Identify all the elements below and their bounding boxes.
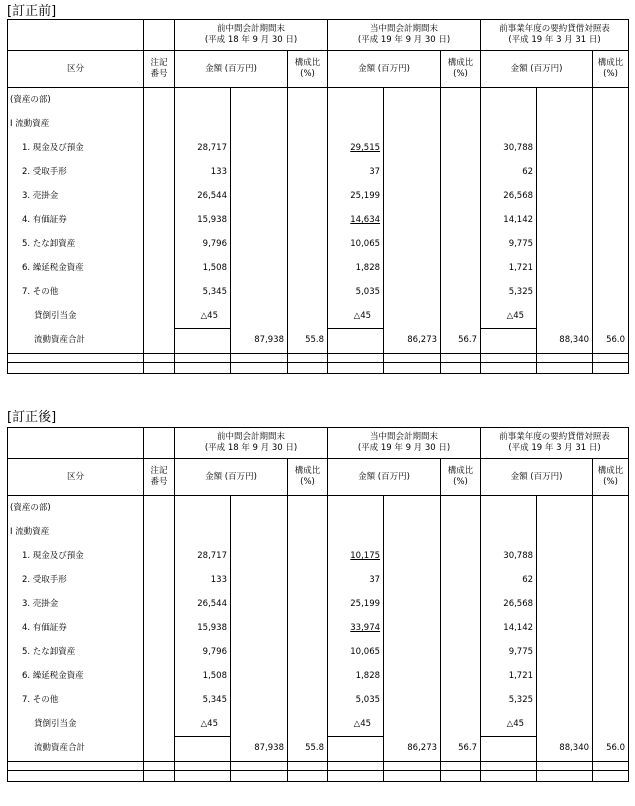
ratio-header: 構成比 (%) bbox=[441, 459, 481, 496]
correction-after-section bbox=[0, 406, 635, 806]
table-row bbox=[8, 280, 629, 304]
row-label: 4. 有価証券 bbox=[8, 616, 144, 640]
table-row bbox=[8, 544, 629, 568]
value-prev-interim: 133 bbox=[175, 568, 231, 592]
table-row bbox=[8, 136, 629, 160]
table-row bbox=[8, 304, 629, 329]
ratio-prev-interim: 55.8 bbox=[288, 329, 328, 354]
table-row bbox=[8, 256, 629, 280]
table-row bbox=[8, 592, 629, 616]
value-prev-interim: 1,508 bbox=[175, 664, 231, 688]
total-current-interim: 86,273 bbox=[384, 737, 441, 762]
row-label: 6. 繰延税金資産 bbox=[8, 256, 144, 280]
ratio-header: 構成比 (%) bbox=[593, 459, 629, 496]
table-row bbox=[8, 688, 629, 712]
value-current-interim: 1,828 bbox=[328, 664, 384, 688]
table-row bbox=[8, 520, 629, 544]
value-prev-interim: △45 bbox=[175, 304, 231, 329]
row-label: (資産の部) bbox=[8, 88, 144, 113]
value-current-interim: 25,199 bbox=[328, 592, 384, 616]
value-prev-fiscal-year: 30,788 bbox=[481, 136, 537, 160]
period-header-prev-interim: 前中間会計期間末 (平成 18 年 9 月 30 日) bbox=[175, 20, 328, 51]
section-title: [訂正前] bbox=[7, 4, 57, 19]
value-prev-fiscal-year: 26,568 bbox=[481, 184, 537, 208]
row-label: 1. 現金及び預金 bbox=[8, 136, 144, 160]
total-label: 流動資産合計 bbox=[8, 737, 144, 762]
period-header-prev-interim: 前中間会計期間末 (平成 18 年 9 月 30 日) bbox=[175, 428, 328, 459]
value-current-interim: 10,065 bbox=[328, 640, 384, 664]
value-prev-interim: 28,717 bbox=[175, 136, 231, 160]
amount-header: 金額 (百万円) bbox=[328, 459, 441, 496]
value-current-interim: △45 bbox=[328, 304, 384, 329]
row-label: 3. 売掛金 bbox=[8, 592, 144, 616]
value-current-interim: 10,065 bbox=[328, 232, 384, 256]
value-current-interim: 33,974 bbox=[328, 616, 384, 640]
value-prev-interim: 26,544 bbox=[175, 184, 231, 208]
row-label: 貸倒引当金 bbox=[8, 712, 144, 737]
value-prev-fiscal-year: 9,775 bbox=[481, 232, 537, 256]
value-current-interim: 5,035 bbox=[328, 280, 384, 304]
table-row bbox=[8, 616, 629, 640]
table-row bbox=[8, 712, 629, 737]
row-label: 5. たな卸資産 bbox=[8, 640, 144, 664]
total-row bbox=[8, 737, 629, 762]
table-row bbox=[8, 160, 629, 184]
total-current-interim: 86,273 bbox=[384, 329, 441, 354]
value-prev-fiscal-year: 14,142 bbox=[481, 616, 537, 640]
value-prev-fiscal-year: 1,721 bbox=[481, 664, 537, 688]
ratio-prev-fiscal-year: 56.0 bbox=[593, 737, 629, 762]
value-current-interim: 37 bbox=[328, 160, 384, 184]
value-current-interim: 5,035 bbox=[328, 688, 384, 712]
value-current-interim: 37 bbox=[328, 568, 384, 592]
value-prev-fiscal-year: △45 bbox=[481, 304, 537, 329]
ratio-header: 構成比 (%) bbox=[441, 51, 481, 88]
ratio-header: 構成比 (%) bbox=[288, 51, 328, 88]
row-label: 1. 現金及び預金 bbox=[8, 544, 144, 568]
kubun-header: 区分 bbox=[8, 459, 144, 496]
header-row-columns bbox=[8, 51, 629, 88]
table-row bbox=[8, 496, 629, 521]
table-row bbox=[8, 664, 629, 688]
period-header-prev-fiscal-year: 前事業年度の要約貸借対照表 (平成 19 年 3 月 31 日) bbox=[481, 20, 629, 51]
amount-header: 金額 (百万円) bbox=[328, 51, 441, 88]
ratio-prev-interim: 55.8 bbox=[288, 737, 328, 762]
value-prev-interim: 15,938 bbox=[175, 208, 231, 232]
table-row bbox=[8, 208, 629, 232]
value-prev-fiscal-year: 1,721 bbox=[481, 256, 537, 280]
section-title: [訂正後] bbox=[7, 410, 57, 425]
value-prev-fiscal-year: 26,568 bbox=[481, 592, 537, 616]
period-header-prev-fiscal-year: 前事業年度の要約貸借対照表 (平成 19 年 3 月 31 日) bbox=[481, 428, 629, 459]
period-header-current-interim: 当中間会計期間末 (平成 19 年 9 月 30 日) bbox=[328, 428, 481, 459]
value-current-interim: 25,199 bbox=[328, 184, 384, 208]
value-prev-interim: △45 bbox=[175, 712, 231, 737]
correction-before-section bbox=[0, 0, 635, 400]
value-current-interim: 14,634 bbox=[328, 208, 384, 232]
header-row-periods bbox=[8, 20, 629, 51]
ratio-current-interim: 56.7 bbox=[441, 737, 481, 762]
row-label: 5. たな卸資産 bbox=[8, 232, 144, 256]
kubun-header: 区分 bbox=[8, 51, 144, 88]
ratio-header: 構成比 (%) bbox=[288, 459, 328, 496]
table-row bbox=[8, 640, 629, 664]
amount-header: 金額 (百万円) bbox=[481, 51, 593, 88]
table-row bbox=[8, 88, 629, 113]
value-prev-interim: 28,717 bbox=[175, 544, 231, 568]
row-label: 3. 売掛金 bbox=[8, 184, 144, 208]
value-current-interim: △45 bbox=[328, 712, 384, 737]
row-label: 貸倒引当金 bbox=[8, 304, 144, 329]
total-prev-interim: 87,938 bbox=[231, 737, 288, 762]
value-prev-fiscal-year: 14,142 bbox=[481, 208, 537, 232]
row-label: I 流動資産 bbox=[8, 112, 144, 136]
value-prev-fiscal-year: 5,325 bbox=[481, 688, 537, 712]
total-label: 流動資産合計 bbox=[8, 329, 144, 354]
table-row bbox=[8, 568, 629, 592]
value-current-interim: 10,175 bbox=[328, 544, 384, 568]
row-label: I 流動資産 bbox=[8, 520, 144, 544]
amount-header: 金額 (百万円) bbox=[175, 459, 288, 496]
note-number-header: 注記 番号 bbox=[144, 51, 175, 88]
value-prev-fiscal-year: 62 bbox=[481, 568, 537, 592]
row-label: 7. その他 bbox=[8, 280, 144, 304]
value-current-interim: 1,828 bbox=[328, 256, 384, 280]
ratio-current-interim: 56.7 bbox=[441, 329, 481, 354]
table-row bbox=[8, 184, 629, 208]
row-label: (資産の部) bbox=[8, 496, 144, 521]
value-prev-fiscal-year: 30,788 bbox=[481, 544, 537, 568]
row-label: 2. 受取手形 bbox=[8, 568, 144, 592]
row-label: 7. その他 bbox=[8, 688, 144, 712]
value-prev-interim: 1,508 bbox=[175, 256, 231, 280]
balance-sheet-table bbox=[7, 19, 629, 374]
value-prev-interim: 5,345 bbox=[175, 280, 231, 304]
row-label: 4. 有価証券 bbox=[8, 208, 144, 232]
value-prev-interim: 5,345 bbox=[175, 688, 231, 712]
value-prev-fiscal-year: 5,325 bbox=[481, 280, 537, 304]
period-header-current-interim: 当中間会計期間末 (平成 19 年 9 月 30 日) bbox=[328, 20, 481, 51]
total-prev-fiscal-year: 88,340 bbox=[537, 737, 593, 762]
value-prev-interim: 9,796 bbox=[175, 640, 231, 664]
value-prev-interim: 133 bbox=[175, 160, 231, 184]
total-prev-interim: 87,938 bbox=[231, 329, 288, 354]
balance-sheet-table bbox=[7, 427, 629, 782]
header-row-columns bbox=[8, 459, 629, 496]
row-label: 6. 繰延税金資産 bbox=[8, 664, 144, 688]
value-prev-fiscal-year: 9,775 bbox=[481, 640, 537, 664]
table-row bbox=[8, 232, 629, 256]
amount-header: 金額 (百万円) bbox=[175, 51, 288, 88]
total-prev-fiscal-year: 88,340 bbox=[537, 329, 593, 354]
note-number-header: 注記 番号 bbox=[144, 459, 175, 496]
value-prev-interim: 9,796 bbox=[175, 232, 231, 256]
table-row bbox=[8, 112, 629, 136]
value-prev-fiscal-year: 62 bbox=[481, 160, 537, 184]
total-row bbox=[8, 329, 629, 354]
ratio-prev-fiscal-year: 56.0 bbox=[593, 329, 629, 354]
value-prev-fiscal-year: △45 bbox=[481, 712, 537, 737]
value-prev-interim: 26,544 bbox=[175, 592, 231, 616]
row-label: 2. 受取手形 bbox=[8, 160, 144, 184]
value-current-interim: 29,515 bbox=[328, 136, 384, 160]
value-prev-interim: 15,938 bbox=[175, 616, 231, 640]
amount-header: 金額 (百万円) bbox=[481, 459, 593, 496]
header-row-periods bbox=[8, 428, 629, 459]
ratio-header: 構成比 (%) bbox=[593, 51, 629, 88]
